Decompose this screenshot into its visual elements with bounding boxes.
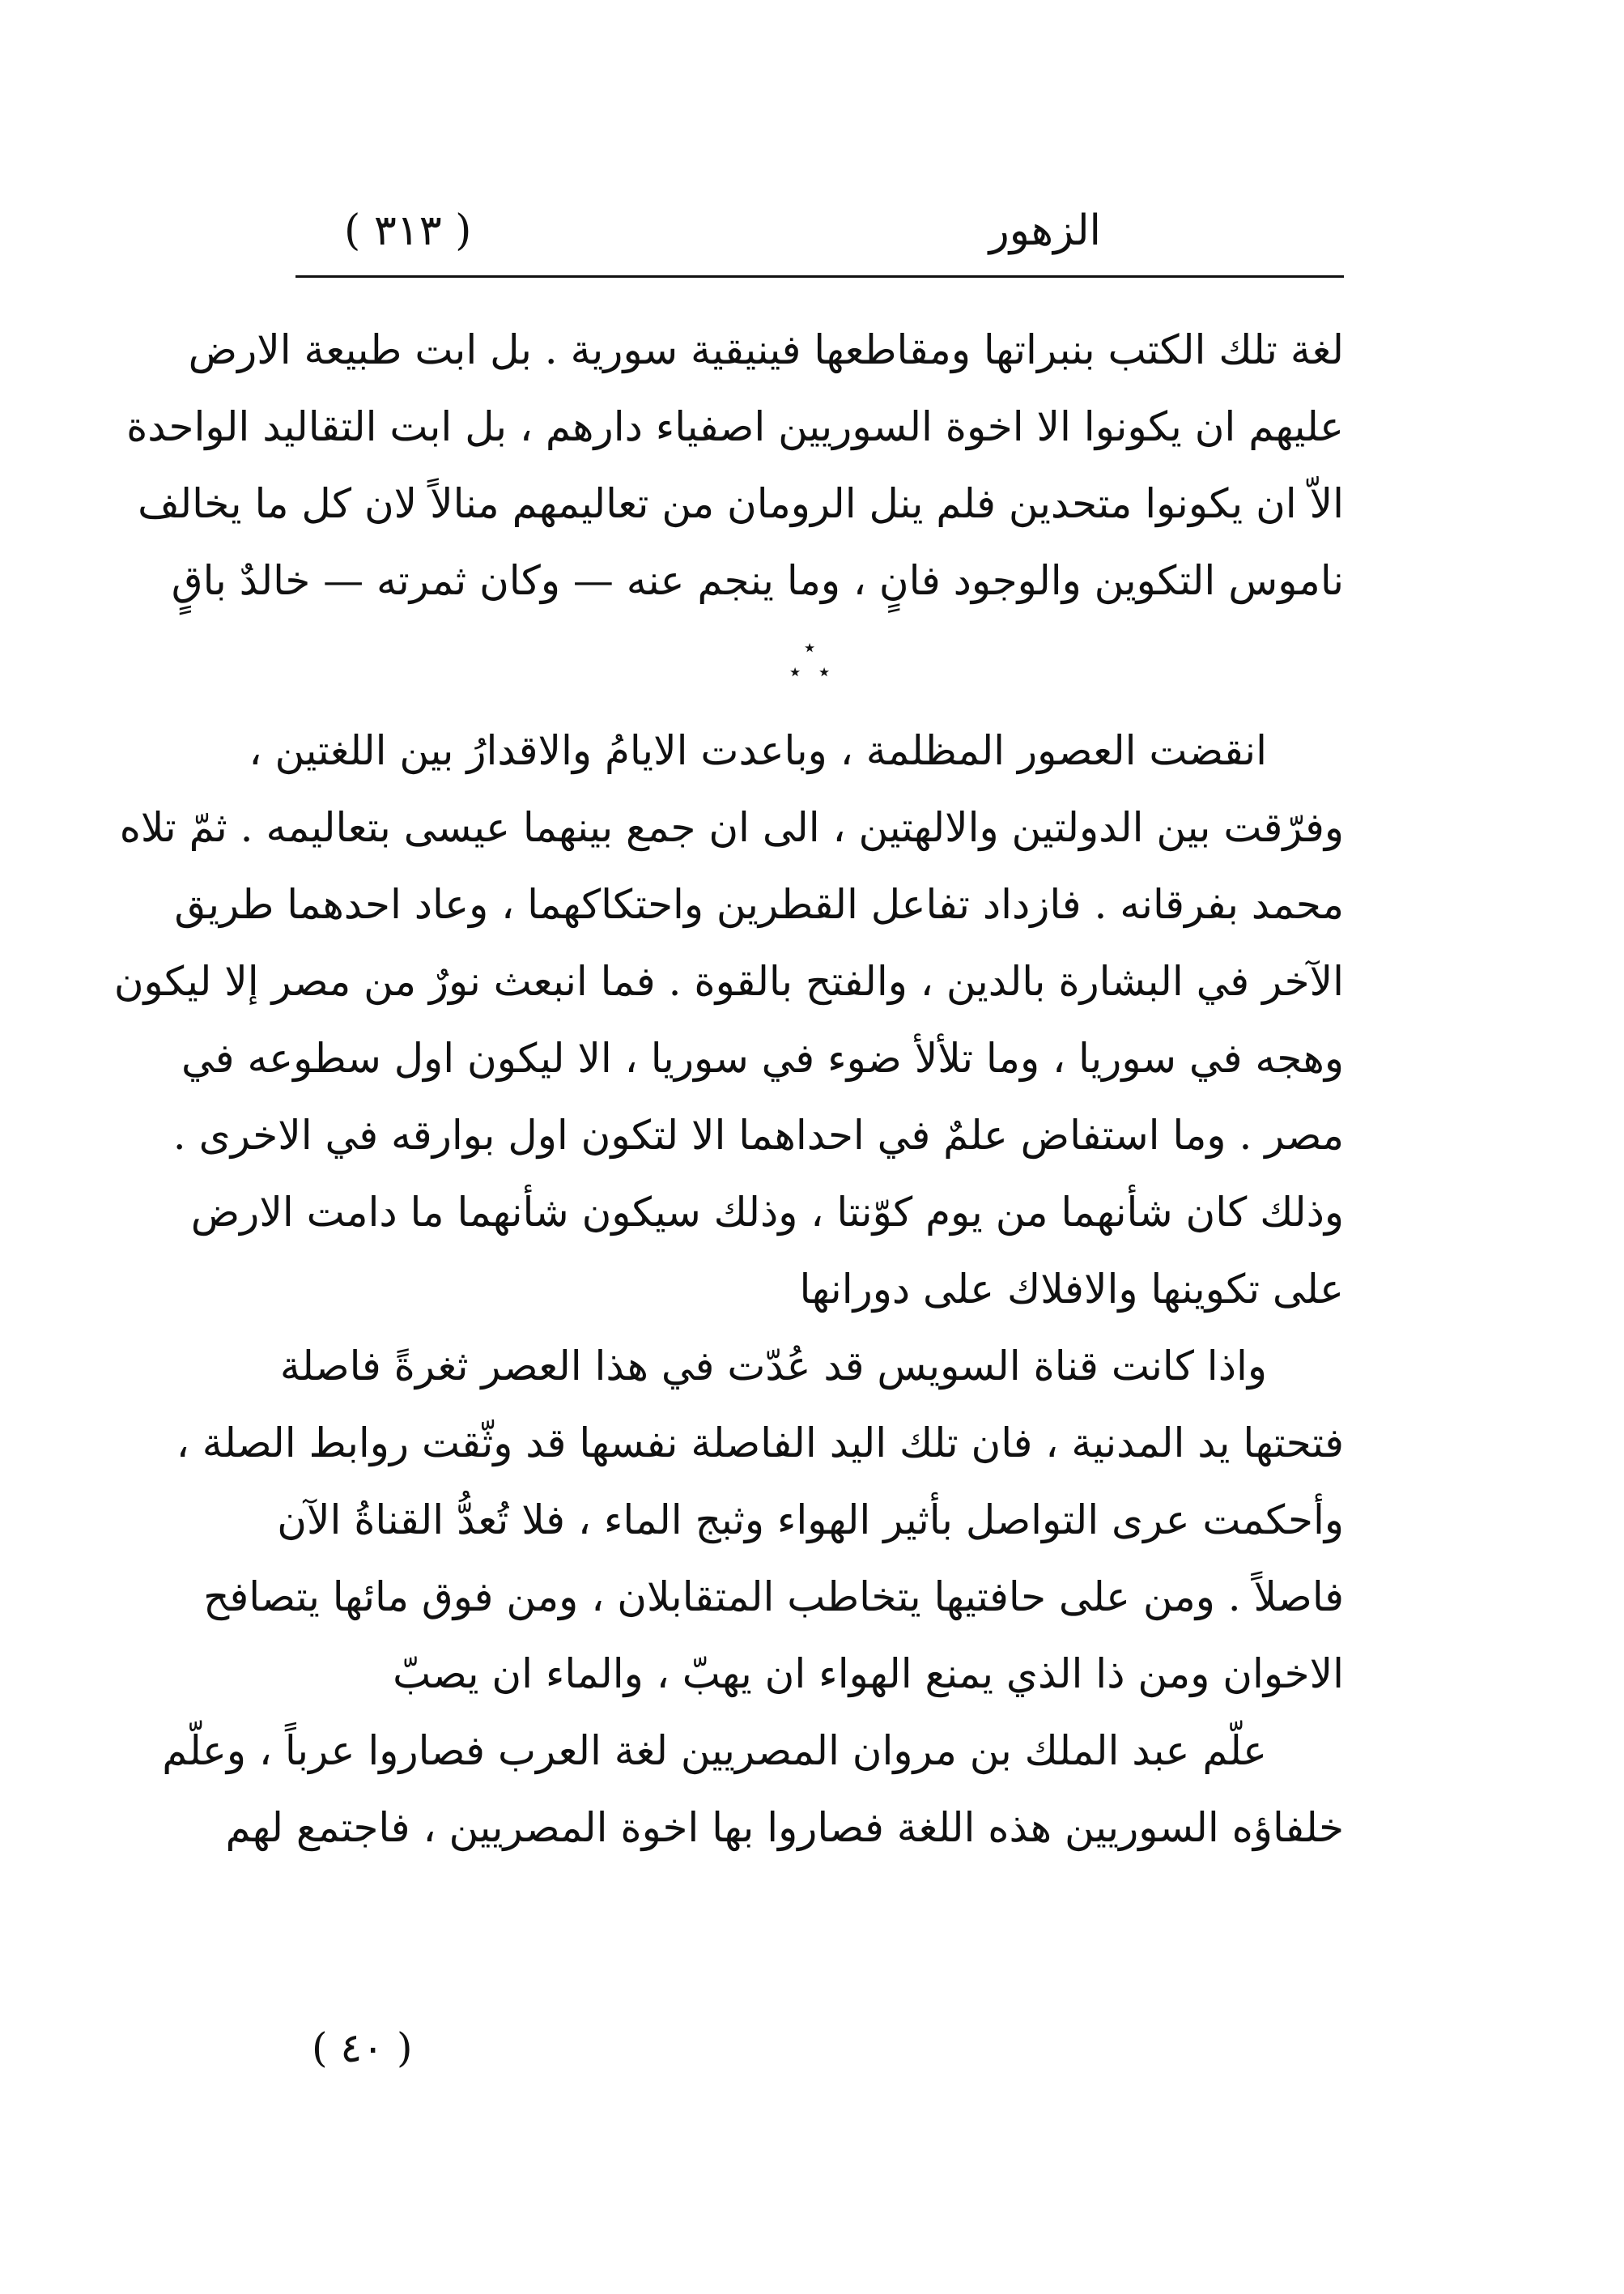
text-line: فتحتها يد المدنية ، فان تلك اليد الفاصلة نفسها قد وثّقت روابط الصلة ،	[176, 1419, 1344, 1466]
text-line: الاّ ان يكونوا متحدين فلم ينل الرومان من تعاليمهم منالاً لان كل ما يخالف	[138, 480, 1344, 527]
text-line: على تكوينها والافلاك على دورانها	[799, 1266, 1344, 1313]
body-text	[113, 312, 1344, 1866]
paragraph-1	[126, 312, 1344, 619]
text-line: وفرّقت بين الدولتين والالهتين ، الى ان جمع بينهما عيسى بتعاليمه . ثمّ تلاه	[119, 804, 1344, 851]
text-line: الاخوان ومن ذا الذي يمنع الهواء ان يهبّ ، والماء ان يصبّ	[393, 1650, 1344, 1697]
signature-mark: ( ٤٠ )	[312, 2024, 413, 2071]
text-line: واذا كانت قناة السويس قد عُدّت في هذا العصر ثغرةً فاصلة	[279, 1343, 1267, 1390]
text-line: وهجه في سوريا ، وما تلألأ ضوء في سوريا ، الا ليكون اول سطوعه في	[181, 1035, 1344, 1082]
text-line: مصر . وما استفاض علمٌ في احداهما الا لتكون اول بوارقه في الاخرى .	[172, 1112, 1344, 1159]
text-line: عليهم ان يكونوا الا اخوة السوريين اصفياء دارهم ، بل ابت التقاليد الواحدة	[126, 403, 1344, 450]
text-line: محمد بفرقانه . فازداد تفاعل القطرين واحتكاكهما ، وعاد احدهما طريق	[174, 881, 1344, 928]
text-line: وأحكمت عرى التواصل بأثير الهواء وثبج الماء ، فلا تُعدُّ القناةُ الآن	[277, 1496, 1344, 1543]
page-header	[295, 198, 1344, 271]
running-title: الزهور	[988, 206, 1101, 255]
separator-star: ٭	[804, 636, 816, 660]
paragraph-2	[113, 713, 1344, 1328]
text-line: انقضت العصور المظلمة ، وباعدت الايامُ والاقدارُ بين اللغتين ،	[249, 727, 1267, 774]
text-line: ناموس التكوين والوجود فانٍ ، وما ينجم عنه — وكان ثمرته — خالدٌ باقٍ	[171, 557, 1344, 604]
text-line: فاصلاً . ومن على حافتيها يتخاطب المتقابلان ، ومن فوق مائها يتصافح	[203, 1573, 1344, 1620]
text-line: لغة تلك الكتب بنبراتها ومقاطعها فينيقية سورية . بل ابت طبيعة الارض	[188, 326, 1344, 373]
text-line: خلفاؤه السوريين هذه اللغة فصاروا بها اخوة المصريين ، فاجتمع لهم	[225, 1804, 1344, 1851]
separator-star: ٭	[818, 660, 831, 684]
text-line: علّم عبد الملك بن مروان المصريين لغة العرب فصاروا عرباً ، وعلّم	[162, 1727, 1267, 1774]
text-line: وذلك كان شأنهما من يوم كوّنتا ، وذلك سيكون شأنهما ما دامت الارض	[190, 1189, 1344, 1236]
separator-star: ٭	[789, 660, 801, 684]
paragraph-3	[176, 1328, 1344, 1713]
text-line: الآخر في البشارة بالدين ، والفتح بالقوة . فما انبعث نورٌ من مصر إلا ليكون	[113, 958, 1344, 1005]
page-number: ( ٣١٣ )	[344, 206, 472, 255]
paragraph-4	[162, 1713, 1344, 1866]
header-rule	[295, 275, 1344, 278]
section-separator	[291, 619, 1344, 713]
